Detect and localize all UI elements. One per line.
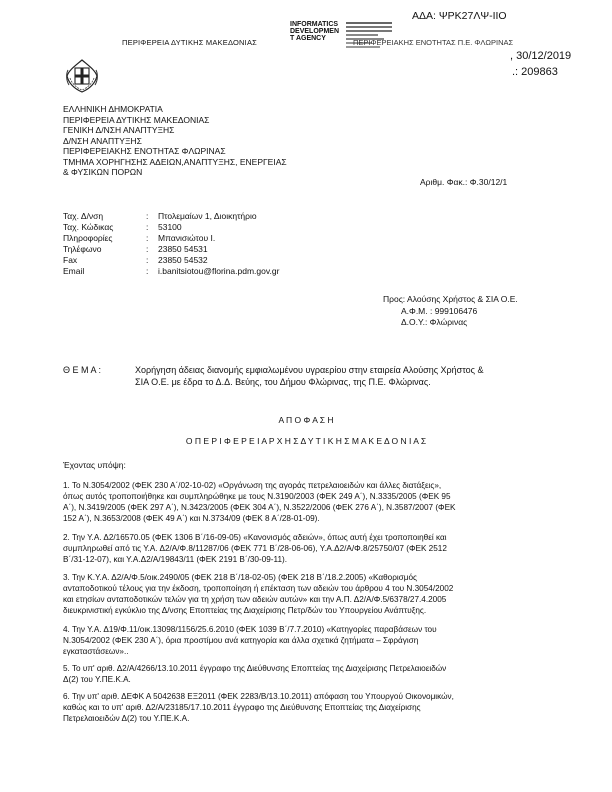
recipient-afm: Α.Φ.Μ. : 999106476	[401, 305, 478, 316]
paragraph-line: 3. Την Κ.Υ.Α. Δ2/Α/Φ.5/οικ.2490/05 (ΦΕΚ 218 Β΄/18-02-05) (ΦΕΚ 218 Β΄/18.2.2005) «Καθορισμός	[63, 573, 417, 582]
org-line: Δ/ΝΣΗ ΑΝΑΠΤΥΞΗΣ	[63, 135, 142, 146]
subject-line: ΣΙΑ Ο.Ε. με έδρα το Δ.Δ. Βεύης, του Δήμου Φλώρινας, της Π.Ε. Φλώρινας.	[135, 377, 431, 387]
contact-label: Τηλέφωνο	[63, 244, 102, 254]
contact-label: Email	[63, 266, 85, 276]
paragraph-line: Πετρελαιοειδών Δ(2) του Υ.ΠΕ.Κ.Α.	[63, 713, 190, 723]
paragraph-line: και ετησίων ανταποδοτικών τελών για τη χρήση των αδειών αυτών» και την Α.Π. Δ2/Α/Φ.5/6378/27.4.2005	[63, 594, 447, 604]
paragraph-line: συμπληρωθεί από τις Υ.Α. Δ2/Α/Φ.8/11287/06 (ΦΕΚ 771 Β΄/28-06-06), Υ.Α.Δ2/Α/Φ.8/25750/07 (ΦΕΚ 2512	[63, 543, 447, 553]
recipient-name: Προς: Αλούσης Χρήστος & ΣΙΑ Ο.Ε.	[383, 294, 518, 304]
subject-label: Θ Ε Μ Α :	[63, 365, 102, 375]
file-number: Αριθμ. Φακ.: Φ.30/12/1	[420, 177, 508, 187]
paragraph-line: Α΄), Ν.3419/2005 (ΦΕΚ 297 Α΄), Ν.3423/2005 (ΦΕΚ 304 Α΄), Ν.3522/2006 (ΦΕΚ 276 Α΄), Ν.3587/2007 (ΦΕΚ	[63, 502, 456, 512]
org-line: ΕΛΛΗΝΙΚΗ ΔΗΜΟΚΡΑΤΙΑ	[63, 104, 163, 114]
legal-paragraph-6	[63, 692, 550, 725]
paragraph-line: καθώς και το υπ' αριθ. Δ2/Α/23185/17.10.2011 έγγραφο της Διεύθυνσης Εποπτείας της Διαχείρισης	[63, 702, 421, 712]
paragraph-line: 6. Την υπ' αριθ. ΔΕΦΚ Α 5042638 ΕΞ2011 (ΦΕΚ 2283/Β/13.10.2011) απόφαση του Υπουργού Οικονομικών,	[63, 692, 454, 701]
contact-label: Fax	[63, 255, 78, 265]
paragraph-line: ανταποδοτικού τέλους για την έκδοση, τροποποίηση ή επέκταση των αδειών του άρθρου 4 του Ν.3054/2002	[63, 583, 454, 593]
ada-code: ΑΔΑ: ΨΡΚ27ΛΨ-ΙΙΟ	[412, 10, 507, 22]
recipient-doy: Δ.Ο.Υ.: Φλώρινας	[401, 317, 468, 327]
stamp-org-line-1: INFORMATICS	[290, 21, 339, 28]
stamp-org-line-2: DEVELOPMEN	[290, 28, 340, 35]
contact-label: Ταχ. Κώδικας	[63, 222, 114, 232]
email-link[interactable]: i.banitsiotou@florina.pdm.gov.gr	[158, 266, 280, 276]
contact-value: Πτολεμαίων 1, Διοικητήριο	[158, 211, 257, 221]
paragraph-line: Δ(2) του Υ.ΠΕ.Κ.Α.	[63, 674, 131, 684]
organization-block	[63, 104, 287, 178]
stamp-org-line-3: T AGENCY	[290, 35, 326, 42]
legal-paragraph-1	[63, 481, 550, 525]
paragraph-line: 1. Το Ν.3054/2002 (ΦΕΚ 230 Α΄/02-10-02) «Οργάνωση της αγοράς πετρελαιοειδών και άλλες διατάξεις»,	[63, 481, 442, 490]
subject-text	[135, 364, 484, 388]
paragraph-line: διευκρινιστική εγκύκλιο της Δ/νσης Εποπτείας της Διαχείρισης Πετρ/δών του Υπουργείου Ανάπτυξης.	[63, 605, 427, 615]
paragraph-line: 2. Την Υ.Α. Δ2/16570.05 (ΦΕΚ 1306 Β΄/16-09-05) «Κανονισμός αδειών», όπως αυτή έχει τροποποιηθεί και	[63, 533, 447, 542]
paragraph-line: Β΄/31-12-07), και Υ.Α.Δ2/Α/19843/11 (ΦΕΚ 2191 Β΄/30-09-11).	[63, 554, 288, 564]
org-line: ΓΕΝΙΚΗ Δ/ΝΣΗ ΑΝΑΠΤΥΞΗΣ	[63, 125, 175, 135]
org-line: & ΦΥΣΙΚΩΝ ΠΟΡΩΝ	[63, 167, 143, 177]
contact-label: Ταχ. Δ/νση	[63, 211, 104, 221]
document-date: , 30/12/2019	[510, 50, 572, 62]
considering-heading: Έχοντας υπόψη:	[63, 460, 126, 470]
org-line: ΠΕΡΙΦΕΡΕΙΑ ΔΥΤΙΚΗΣ ΜΑΚΕΔΟΝΙΑΣ	[63, 114, 210, 125]
paragraph-line: εγκαταστάσεων»..	[63, 646, 129, 656]
protocol-number: .: 209863	[512, 66, 558, 78]
org-line: ΤΜΗΜΑ ΧΟΡΗΓΗΣΗΣ ΑΔΕΙΩΝ,ΑΝΑΠΤΥΞΗΣ, ΕΝΕΡΓΕΙΑΣ	[63, 156, 287, 167]
decision-title: Α Π Ο Φ Α Σ Η	[278, 415, 334, 425]
stamp-block	[290, 21, 339, 42]
legal-paragraph-3	[63, 573, 550, 617]
legal-paragraph-5	[63, 664, 550, 686]
paragraph-line: 4. Την Υ.Α. Δ19/Φ.11/οικ.13098/1156/25.6.2010 (ΦΕΚ 1039 Β΄/7.7.2010) «Κατηγορίες παραβάσεων του	[63, 625, 437, 634]
contact-label: Πληροφορίες	[63, 233, 113, 243]
subject-line: Χορήγηση άδειας διανομής εμφιαλωμένου υγραερίου στην εταιρεία Αλούσης Χρήστος &	[135, 365, 484, 375]
header-region-name: ΠΕΡΙΦΕΡΕΙΑ ΔΥΤΙΚΗΣ ΜΑΚΕΔΟΝΙΑΣ	[122, 38, 257, 47]
contact-value: Μπανισιώτου Ι.	[158, 233, 216, 243]
paragraph-line: 5. Το υπ' αριθ. Δ2/Α/4266/13.10.2011 έγγραφο της Διεύθυνσης Εποπτείας της Διαχείρισης Πετρελαιοειδών	[63, 664, 447, 673]
hellenic-republic-emblem	[62, 56, 102, 96]
recipient-block	[383, 294, 518, 329]
legal-paragraph-2	[63, 533, 550, 566]
stamp-overlay-text: ΠΕΡΙΦΕΡΕΙΑΚΗΣ ΕΝΟΤΗΤΑΣ Π.Ε. ΦΛΩΡΙΝΑΣ	[353, 38, 514, 47]
authority-title: Ο Π Ε Ρ Ι Φ Ε Ρ Ε Ι Α Ρ Χ Η Σ Δ Υ Τ Ι Κ Η Σ Μ Α Κ Ε Δ Ο Ν Ι Α Σ	[185, 436, 427, 446]
contact-value: 53100	[158, 222, 182, 232]
paragraph-line: όπως αυτός τροποποιήθηκε και συμπληρώθηκε με τους Ν.3190/2003 (ΦΕΚ 249 Α΄), Ν.3335/2005 (ΦΕΚ 95	[63, 491, 451, 501]
legal-paragraph-4	[63, 625, 550, 658]
paragraph-line: 152 Α΄), Ν.3653/2008 (ΦΕΚ 49 Α΄) και Ν.3734/09 (ΦΕΚ 8 Α΄/28-01-09).	[63, 513, 320, 523]
org-line: ΠΕΡΙΦΕΡΕΙΑΚΗΣ ΕΝΟΤΗΤΑΣ ΦΛΩΡΙΝΑΣ	[63, 146, 226, 156]
contact-value: 23850 54531	[158, 244, 208, 254]
contact-details: Ταχ. Δ/νση : Πτολεμαίων 1, Διοικητήριο Ταχ. Κώδικας : 53100 Πληροφορίες : Μπανισιώτου Ι. Τηλέφωνο : 23850 54531 Fax : 23850 54532 Email : i.banitsiotou@florina.pdm.gov.gr	[63, 211, 280, 276]
paragraph-line: Ν.3054/2002 (ΦΕΚ 230 Α΄), όρια προστίμου ανά κατηγορία και άλλα σχετικά ζητήματα – Σφράγιση	[63, 635, 419, 645]
contact-value: 23850 54532	[158, 255, 208, 265]
